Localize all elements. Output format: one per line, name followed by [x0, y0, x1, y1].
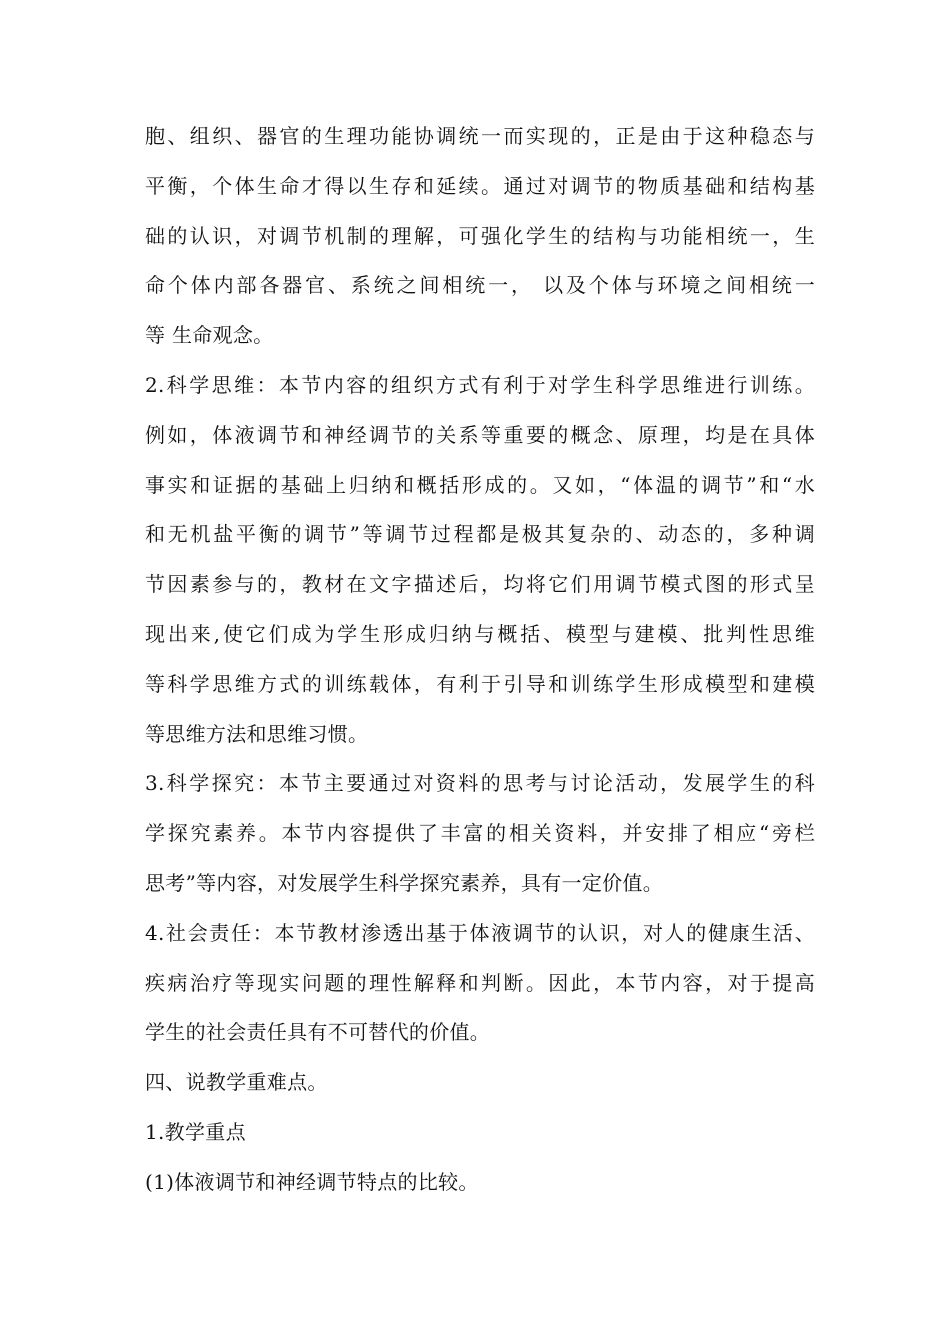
text-line: 现出来,使它们成为学生形成归纳与概括、模型与建模、批判性思维 [145, 621, 815, 646]
text-line: 学探究素养。本节内容提供了丰富的相关资料，并安排了相应“旁栏 [145, 821, 815, 846]
subsection-heading: 1.教学重点 [145, 1119, 246, 1144]
text-line: 疾病治疗等现实问题的理性解释和判断。因此，本节内容，对于提高 [145, 970, 815, 995]
text-line: 和无机盐平衡的调节”等调节过程都是极其复杂的、动态的，多种调 [145, 522, 815, 547]
paragraph-start-science-thinking: 2.科学思维：本节内容的组织方式有利于对学生科学思维进行训练。 [145, 372, 815, 397]
text-line: 胞、组织、器官的生理功能协调统一而实现的，正是由于这种稳态与 [145, 124, 815, 148]
text-line: 础的认识，对调节机制的理解，可强化学生的结构与功能相统一，生 [145, 223, 815, 248]
text-line: 学生的社会责任具有不可替代的价值。 [145, 1020, 491, 1045]
text-line: 命个体内部各器官、系统之间相统一， 以及个体与环境之间相统一 [145, 273, 815, 298]
text-line: 等 生命观念。 [145, 323, 274, 348]
text-line: 例如，体液调节和神经调节的关系等重要的概念、原理，均是在具体 [145, 422, 815, 447]
text-line: 平衡，个体生命才得以生存和延续。通过对调节的物质基础和结构基 [145, 173, 815, 198]
text-line: 事实和证据的基础上归纳和概括形成的。又如，“体温的调节”和“水 [145, 472, 815, 497]
paragraph-start-social-responsibility: 4.社会责任：本节教材渗透出基于体液调节的认识，对人的健康生活、 [145, 920, 815, 945]
paragraph-start-science-inquiry: 3.科学探究：本节主要通过对资料的思考与讨论活动，发展学生的科 [145, 771, 815, 796]
text-line: 思考”等内容，对发展学生科学探究素养，具有一定价值。 [145, 870, 664, 895]
section-heading: 四、说教学重难点。 [145, 1070, 328, 1095]
document-page [145, 112, 815, 1208]
list-item: (1)体液调节和神经调节特点的比较。 [145, 1169, 479, 1194]
text-line: 等科学思维方式的训练载体，有利于引导和训练学生形成模型和建模 [145, 671, 815, 696]
text-line: 等思维方法和思维习惯。 [145, 721, 369, 746]
text-line: 节因素参与的，教材在文字描述后，均将它们用调节模式图的形式呈 [145, 572, 815, 597]
